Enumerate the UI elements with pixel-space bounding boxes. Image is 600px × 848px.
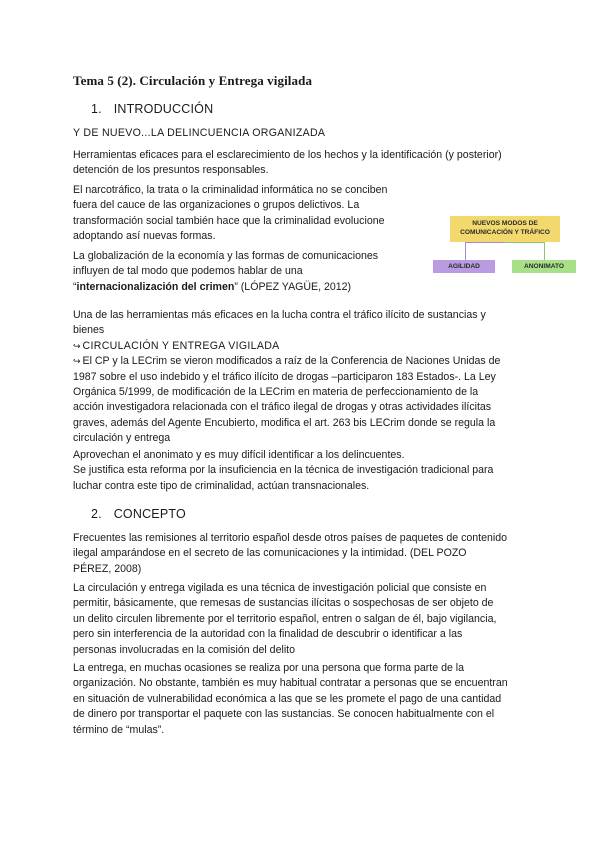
text-line: fuera del cauce de las organizaciones o grupos delictivos. La [73,199,360,212]
text-line: término de “mulas”. [73,723,165,736]
text-line: pero sin interferencia de la autoridad con la finalidad de descubrir o identificar a las [73,628,463,641]
section-title: CONCEPTO [113,507,186,521]
text-line: bienes [73,324,105,337]
text-line: de dinero por transportar el paquete con las sustancias. Se conocen habitualmente con el [73,708,495,721]
section-heading-introduccion [91,102,213,116]
text-line: en situación de vulnerabilidad económica a las que se les promete el pago de una cantidad [73,692,502,705]
paragraph [73,531,525,577]
diagram-box-anonimato: ANONIMATO [512,260,576,273]
arrow-icon: ↪ [73,340,81,351]
paragraph [73,661,525,738]
connector-line [465,242,505,260]
bold-term: internacionalización del crimen [76,280,235,293]
text-line: luchar contra este tipo de criminalidad, actúan transnacionales. [73,479,370,492]
text-line: organización. No obstante, también es muy habitual contratar a personas que se encuentran [73,677,508,690]
text-line: acción investigadora relacionada con el tráfico ilegal de drogas y otras actividades ilícitas [73,401,492,414]
citation: ” (LÓPEZ YAGÜE, 2012) [234,280,352,293]
quote-mark: “ [73,280,77,293]
text-line: Frecuentes las remisiones al territorio español desde otros países de paquetes de contenido [73,532,508,544]
text-line: 1987 sobre el uso indebido y el tráfico ilícito de drogas –participaron 183 Estados-. La Ley [73,370,496,383]
text-line: Aprovechan el anonimato y es muy difícil identificar a los delincuentes. [73,449,405,461]
paragraph [73,308,525,447]
diagram-box-agilidad: AGILIDAD [433,260,495,273]
section-number: 2. [91,507,102,521]
section-title: INTRODUCCIÓN [113,102,214,116]
diagram [431,216,576,276]
text-line: La globalización de la economía y las formas de comunicaciones [73,250,379,262]
text-line: Se justifica esta reforma por la insuficiencia en la técnica de investigación tradicional para [73,464,494,477]
paragraph [73,249,403,295]
text-line: ilegal amparándose en el secreto de las comunicaciones y la intimidad. (DEL POZO [73,547,467,560]
bullet-text: CIRCULACIÓN Y ENTREGA VIGILADA [82,339,280,352]
text-line: La circulación y entrega vigilada es una técnica de investigación policial que consiste en [73,582,487,594]
bullet-text: El CP y la LECrim se vieron modificados a raíz de la Conferencia de Naciones Unidas de [82,355,501,368]
text-line: PÉREZ, 2008) [73,562,142,575]
arrow-icon: ↪ [73,356,81,367]
document-title: Tema 5 (2). Circulación y Entrega vigilada [73,73,313,88]
text-line: NUEVOS MODOS DE [472,220,538,227]
paragraph [73,448,525,494]
text-line [73,280,403,295]
text-line: adoptando así nuevas formas. [73,230,216,243]
text-line: Una de las herramientas más eficaces en la lucha contra el tráfico ilícito de sustancias y [73,309,486,321]
section-subtitle: Y DE NUEVO...LA DELINCUENCIA ORGANIZADA [73,127,326,139]
text-line: Orgánica 5/1999, de modificación de la LECrim en materia de perfeccionamiento de la [73,386,479,399]
text-line: COMUNICACIÓN Y TRÁFICO [460,228,550,236]
text-line: influyen de tal modo que podemos hablar de una [73,265,303,278]
section-heading-concepto [91,507,186,521]
paragraph [73,581,525,658]
text-line: transformación social también hace que la criminalidad evolucione [73,214,385,227]
text-line: circulación y entrega [73,432,171,445]
paragraph [73,183,403,245]
bullet-item [73,339,525,354]
bullet-item [73,354,525,369]
text-line: personas involucradas en la comisión del delito [73,643,296,656]
text-line: Herramientas eficaces para el esclarecimiento de los hechos y la identificación (y posterior) [73,149,502,161]
text-line: La entrega, en muchas ocasiones se realiza por una persona que forma parte de la [73,662,465,674]
text-line: graves, además del Agente Encubierto, modifica el art. 263 bis LECrim donde se regula la [73,416,496,429]
text-line: permitir, básicamente, que remesas de sustancias ilícitas o sospechosas de ser objeto de [73,597,494,610]
diagram-box-nuevos-modos [450,216,560,242]
text-line: un delito circulen libremente por el territorio español, entren o salgan de él, bajo vigilancia, [73,612,497,625]
connector-line [505,242,545,260]
text-line: detención de los presuntos responsables. [73,164,269,177]
text-line: El narcotráfico, la trata o la criminalidad informática no se conciben [73,184,388,196]
section-number: 1. [91,102,102,116]
paragraph [73,148,525,179]
